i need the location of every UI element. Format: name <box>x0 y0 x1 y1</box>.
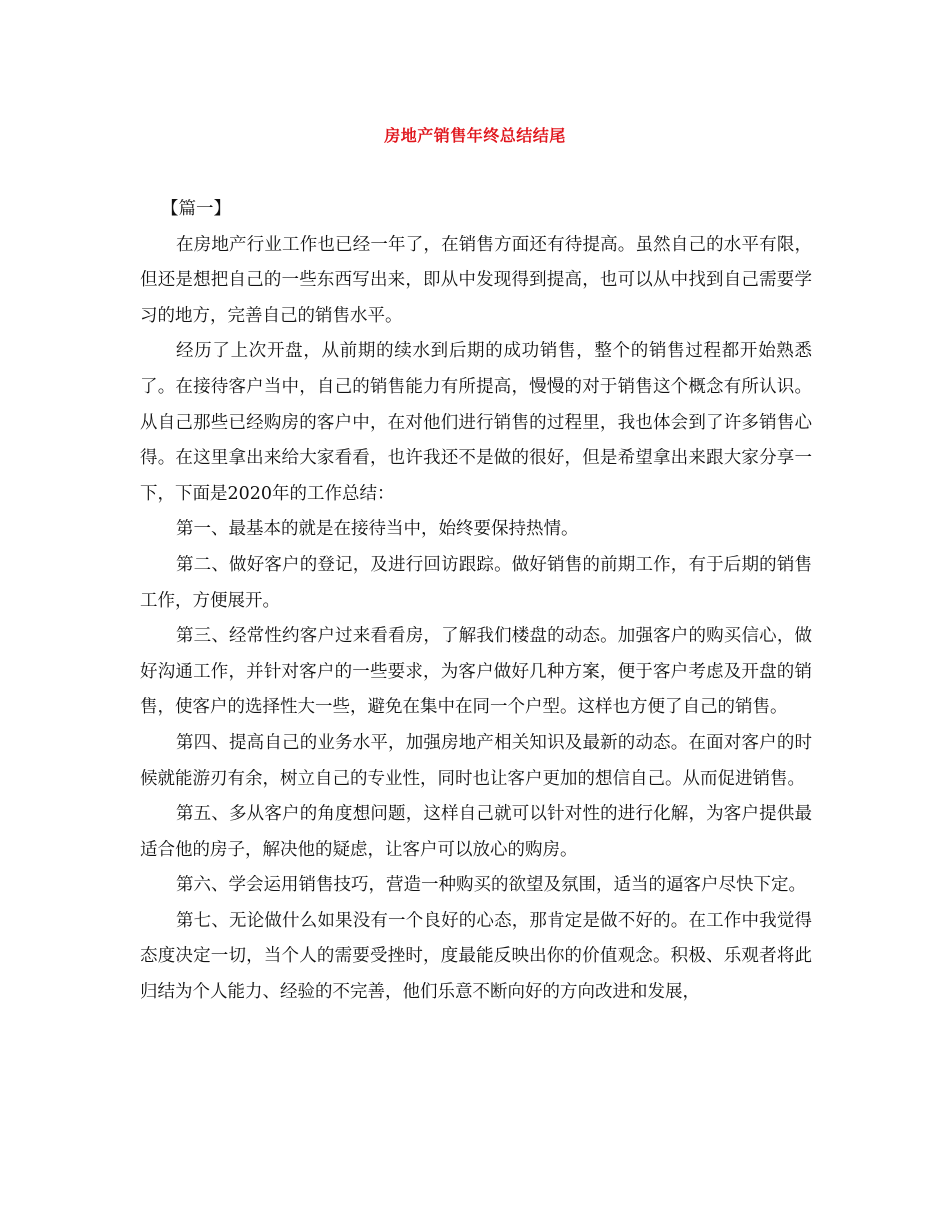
paragraph-point-5: 第五、多从客户的角度想问题，这样自己就可以针对性的进行化解，为客户提供最适合他的房子，解决他的疑虑，让客户可以放心的购房。 <box>140 804 812 860</box>
paragraph-experience: 经历了上次开盘，从前期的续水到后期的成功销售，整个的销售过程都开始熟悉了。在接待客户当中，自己的销售能力有所提高，慢慢的对于销售这个概念有所认识。从自己那些已经购房的客户中，在对他们进行销售的过程里，我也体会到了许多销售心得。在这里拿出来给大家看看，也许我还不是做的很好，但是希望拿出来跟大家分享一下，下面是2020年的工作总结： <box>140 341 812 504</box>
section-label: 【篇一】 <box>161 199 231 219</box>
document-body <box>140 192 812 1011</box>
document-title: 房地产销售年终总结结尾 <box>384 126 566 145</box>
paragraph-point-2: 第二、做好客户的登记，及进行回访跟踪。做好销售的前期工作，有于后期的销售工作，方便展开。 <box>140 554 812 611</box>
paragraph-intro: 在房地产行业工作也已经一年了，在销售方面还有待提高。虽然自己的水平有限，但还是想把自己的一些东西写出来，即从中发现得到提高，也可以从中找到自己需要学习的地方，完善自己的销售水平。 <box>140 234 812 326</box>
paragraph-point-4: 第四、提高自己的业务水平，加强房地产相关知识及最新的动态。在面对客户的时候就能游刃有余，树立自己的专业性，同时也让客户更加的想信自己。从而促进销售。 <box>140 732 812 789</box>
paragraph-point-1: 第一、最基本的就是在接待当中，始终要保持热情。 <box>176 519 579 540</box>
paragraph-point-3: 第三、经常性约客户过来看看房，了解我们楼盘的动态。加强客户的购买信心，做好沟通工作，并针对客户的一些要求，为客户做好几种方案，便于客户考虑及开盘的销售，使客户的选择性大一些，避免在集中在同一个户型。这样也方便了自己的销售。 <box>140 626 812 718</box>
paragraph-point-7: 第七、无论做什么如果没有一个良好的心态，那肯定是做不好的。在工作中我觉得态度决定一切，当个人的需要受挫时，度最能反映出你的价值观念。积极、乐观者将此归结为个人能力、经验的不完善，他们乐意不断向好的方向改进和发展， <box>140 910 812 1003</box>
paragraph-point-6: 第六、学会运用销售技巧，营造一种购买的欲望及氛围，适当的逼客户尽快下定。 <box>176 875 806 896</box>
